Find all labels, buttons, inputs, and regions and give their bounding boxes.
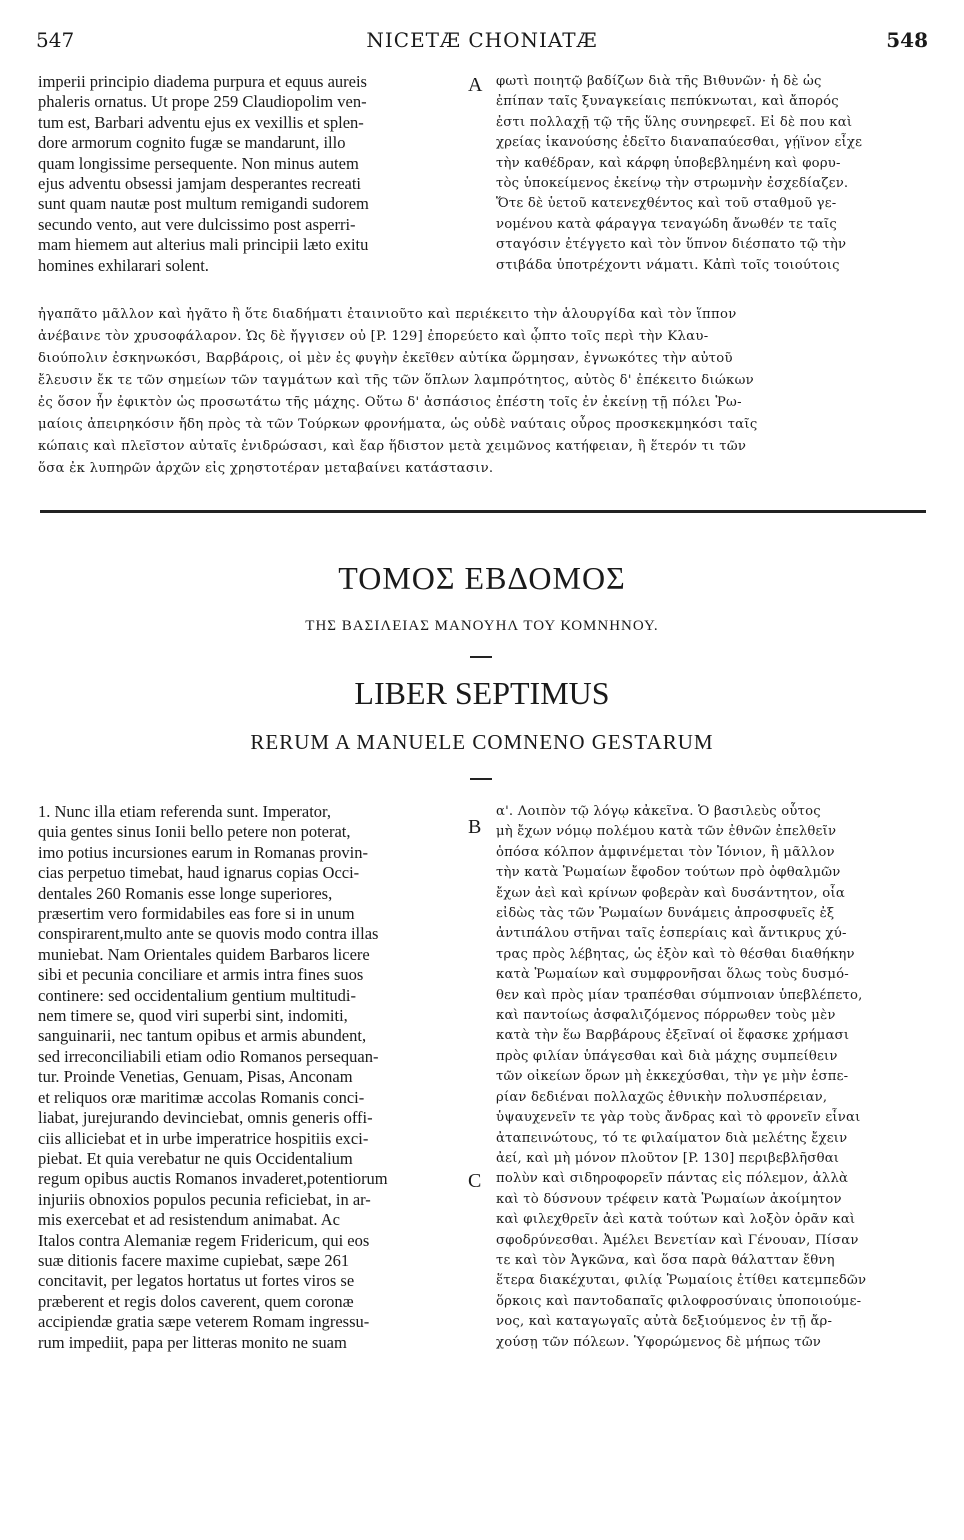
- latin-text-line: ciis alliciebat et in urbe imperatrice hospitiis exci-: [38, 1128, 369, 1148]
- latin-text-line: rum impediit, papa per litteras monito ne suam: [38, 1332, 347, 1352]
- greek-text-line: νομένου κατὰ φάραγγα τεναγώδη ἄνωθέν τε ταῖς: [496, 216, 837, 232]
- greek-text-line: ρίαν δεδιέναι πολλαχῶς ἐθνικὴν πολυσπέρειαν,: [496, 1089, 828, 1105]
- liber-heading: LIBER SEPTIMUS: [354, 675, 610, 711]
- page-number-right: 548: [886, 28, 928, 52]
- greek-text-line: ἀταπεινώτους, τό τε φιλαίματον διὰ μελέτης ἔχειν: [496, 1130, 848, 1146]
- greek-text-line: ὅσα ἐκ λυπηρῶν ἀρχῶν εἰς χρηστοτέραν μεταβαίνει κατάστασιν.: [38, 461, 494, 476]
- latin-text-line: mam hiemem aut alterius mali principii læto exitu: [38, 235, 369, 255]
- latin-text-line: ejus adventu obsessi jamjam desperantes recreati: [38, 174, 362, 194]
- greek-text-line: μὴ ἔχων νόμῳ πολέμου κατὰ τῶν ἐθνῶν ἐπελθεῖν: [496, 824, 837, 840]
- greek-text-line: διούπολιν ἐσκηνωκόσι, Βαρβάροις, οἱ μὲν ἐς φυγὴν ἐκεῖθεν αὐτίκα ὥρμησαν, ἐγνωκότες τὴν αὐτοῦ: [38, 351, 733, 366]
- latin-text-line: sibi et pecunia conciliare et armis intra fines suos: [38, 965, 364, 985]
- bottom-greek-column: [496, 802, 928, 1372]
- short-rule-2: [470, 778, 492, 780]
- margin-letter-b: B: [468, 816, 482, 838]
- latin-text-line: quam longissime persequente. Non minus autem: [38, 153, 359, 173]
- latin-text-line: dentales 260 Romanis esse longe superiores,: [38, 883, 333, 903]
- latin-text-line: imperii principio diadema purpura et equus aureis: [38, 72, 367, 91]
- latin-text-line: phaleris ornatus. Ut prope 259 Claudiopolim ven-: [38, 92, 367, 112]
- latin-text-line: homines exhilarari solent.: [38, 255, 209, 275]
- greek-text-line: πρὸς φιλίαν ὑπάγεσθαι καὶ διὰ μάχης συμπείθειν: [496, 1048, 838, 1064]
- latin-text-line: secundo vento, aut vere dulcissimo post asperri-: [38, 214, 356, 234]
- greek-text-line: ὑψαυχενεῖν τε γὰρ τοὺς ἄνδρας καὶ τὸ φρονεῖν εἶναι: [496, 1110, 861, 1126]
- latin-text-line: tum est, Barbari adventu ejus ex vexillis et splen-: [38, 112, 364, 132]
- latin-subheading: RERUM A MANUELE COMNENO GESTARUM: [250, 730, 714, 754]
- greek-text-line: χρείας ἱκανούσης ἐδεῖτο διαναπαύεσθαι, γῄϊνον εἶχε: [496, 135, 863, 151]
- latin-text-line: sed irreconciliabili etiam odio Romanos persequan-: [38, 1046, 379, 1066]
- latin-text-line: dore armorum cognito fugæ se mandarunt, illo: [38, 133, 346, 153]
- greek-text-line: τε καὶ τὸν Ἀγκῶνα, καὶ ὅσα παρὰ θάλατταν ἔθνη: [496, 1252, 835, 1268]
- greek-text-line: τὴν κατὰ Ῥωμαίων ἔφοδον τούτων πρὸ ὀφθαλμῶν: [496, 865, 841, 881]
- latin-text-line: imo potius incursiones earum in Romanas provin-: [38, 842, 368, 862]
- greek-text-line: χούσῃ τῶν πόλεων. Ὑφορώμενος δὲ μήπως τῶν: [496, 1334, 822, 1350]
- top-greek-column: [496, 72, 928, 302]
- greek-text-line: μαίοις ἀπειρηκόσιν ἤδη πρὸς τὰ τῶν Τούρκων φρονήματα, ὡς οὐδὲ ναύταις οὖρος προσκεκμηκόσι ταῖς: [38, 417, 758, 432]
- greek-text-line: ἀνέβαινε τὸν χρυσοφάλαρον. Ὡς δὲ ἤγγισεν οὐ [P. 129] ἐπορεύετο καὶ ᾧπτο τοῖς περὶ τὴν Κλαυ-: [38, 329, 709, 344]
- greek-text-line: νος, καὶ καταγωγαῖς αὐτὰ δεξιούμενος ἐν τῇ ἄρ-: [496, 1314, 833, 1330]
- greek-text-line: σταγόσιν ἐτέγγετο καὶ τὸν ὕπνον διέσπατο τῷ τὴν: [496, 237, 847, 253]
- latin-text-line: nem timere se, quod viri superbi sint, indomiti,: [38, 1006, 348, 1026]
- margin-letter-c: C: [468, 1170, 482, 1192]
- page-number-left: 547: [36, 28, 75, 52]
- greek-text-line: ἠγαπᾶτο μᾶλλον καὶ ἠγᾶτο ἢ ὅτε διαδήματι ἐταινιοῦτο καὶ περιέκειτο τὴν ἁλουργίδα καὶ τὸν ἵππον: [38, 307, 737, 322]
- latin-text-line: muniebat. Nam Orientales quidem Barbaros licere: [38, 944, 370, 964]
- greek-text-line: φωτὶ ποιητῷ βαδίζων διὰ τῆς Βιθυνῶν· ἡ δὲ ὡς: [496, 74, 822, 89]
- page-header: [36, 28, 928, 58]
- greek-text-line: ἔλευσιν ἔκ τε τῶν σημείων τῶν ταγμάτων καὶ τῆς τῶν ὅπλων λαμπρότητος, αὐτὸς δ' ἐπέκειτο διώκων: [38, 373, 754, 388]
- greek-text-line: κατὰ Ῥωμαίων καὶ συμφρονῆσαι ὅλως τοὺς δυσμό-: [496, 967, 849, 983]
- margin-letter-a: A: [468, 74, 483, 96]
- running-title: NICETÆ CHONIATÆ: [366, 28, 598, 52]
- greek-text-line: ἕτερα διακέχυται, φιλίᾳ Ῥωμαίοις ἐτίθει κατεμπεδῶν: [496, 1273, 867, 1289]
- latin-text-line: sunt quam nautæ post multum remigandi sudorem: [38, 194, 369, 214]
- greek-text-line: ἐπίπαν ταῖς ξυναγκείαις πεπύκνωται, καὶ ἄπορός: [496, 94, 839, 110]
- latin-text-line: præberent et regis dolos caverent, quem coronæ: [38, 1291, 354, 1311]
- latin-text-line: sanguinarii, nec tantum opibus et armis abundent,: [38, 1026, 367, 1046]
- greek-text-line: τὸς ὑποκείμενος ἐκείνῳ τὴν στρωμνὴν ἐσχεδίαζεν.: [496, 176, 849, 192]
- greek-text-line: ὅρκοις καὶ παντοδαπαῖς φιλοφροσύναις ὑποποιούμε-: [496, 1293, 862, 1309]
- greek-text-line: ἀντιπάλου στῆναι ταῖς ἑσπερίαις καὶ ἄντικρυς χύ-: [496, 926, 847, 942]
- greek-text-line: α'. Λοιπὸν τῷ λόγῳ κἀκεῖνα. Ὁ βασιλεὺς οὗτος: [496, 804, 821, 819]
- greek-text-line: τῶν οἰκείων ὅρων μὴ ἐκκεχύσθαι, τὴν γε μὴν ἑσπε-: [496, 1069, 849, 1085]
- greek-text-line: εἰδὼς τὰς τῶν Ῥωμαίων δυνάμεις ἀπροσφυεῖς ἐξ: [496, 906, 835, 922]
- latin-text-line: præsertim vero formidabiles eas fore si in unum: [38, 904, 355, 924]
- greek-text-line: ἀεί, καὶ μὴ μόνον πλοῦτον [P. 130] περιβεβλῆσθαι: [496, 1150, 840, 1166]
- latin-text-line: Italos contra Alemaniæ regem Fridericum, qui eos: [38, 1230, 370, 1250]
- latin-text-line: injuriis obnoxios populos pecunia reficiebat, in ar-: [38, 1189, 371, 1209]
- greek-text-line: ἐστι πολλαχῇ τῷ τῆς ὕλης συνηρεφεῖ. Εἰ δὲ που καὶ: [496, 114, 853, 130]
- latin-text-line: conspirarent,multo ante se quovis modo contra illas: [38, 924, 379, 944]
- greek-text-line: καὶ φιλεχθρεῖν ἀεὶ κατὰ τούτων καὶ λοξὸν ὁρᾶν καὶ: [496, 1212, 856, 1228]
- greek-text-line: καὶ παντοίως ἀσφαλιζόμενος πόρρωθεν τοὺς μὲν: [496, 1008, 836, 1024]
- greek-text-line: πολὺν καὶ σιδηροφορεῖν πάντας εἰς πόλεμον, ἀλλὰ: [496, 1171, 849, 1187]
- latin-text-line: quia gentes sinus Ionii bello petere non poterat,: [38, 822, 351, 842]
- top-greek-full-width: [38, 304, 930, 490]
- greek-text-line: κατὰ τὴν ἕω Βαρβάρους ἐξεῖναί οἱ ἔφασκε χρήμασι: [496, 1028, 850, 1044]
- latin-text-line: et reliquos oræ maritimæ accolas Romanis conci-: [38, 1087, 365, 1107]
- greek-text-line: τὴν καθέδραν, καὶ κάρφη ὑποβεβλημένη καὶ φορυ-: [496, 155, 841, 171]
- greek-text-line: καὶ τὸ δύσνουν τρέφειν κατὰ Ῥωμαίων ἀκοίμητον: [496, 1191, 842, 1207]
- greek-text-line: σφοδρύνεσθαι. Ἀμέλει Βενετίαν καὶ Γένουαν, Πίσαν: [496, 1232, 859, 1248]
- greek-text-line: θεν καὶ πρὸς μίαν τραπέσθαι σύμπνοιαν ὑπεβλέπετο,: [496, 987, 863, 1003]
- section-divider: [40, 510, 926, 513]
- latin-text-line: mis exercebat et ad resistendum animabat. Ac: [38, 1210, 340, 1230]
- latin-text-line: concitavit, per legatos hortatus ut fortes viros se: [38, 1271, 355, 1291]
- latin-text-line: tur. Proinde Venetias, Genuam, Pisas, Anconam: [38, 1067, 353, 1087]
- greek-subheading: ΤΗΣ ΒΑΣΙΛΕΙΑΣ ΜΑΝΟΥΗΛ ΤΟΥ ΚΟΜΝΗΝΟΥ.: [305, 618, 659, 634]
- greek-text-line: ἐς ὅσον ἦν ἐφικτὸν ὡς προσωτάτω τῆς μάχης. Οὕτω δ' ἀσπάσιος ἐπέστη τοῖς ἐν ἐκείνῃ τῇ πόλει Ῥω-: [38, 395, 742, 410]
- latin-text-line: regum opibus auctis Romanos invaderet,potentiorum: [38, 1169, 388, 1189]
- greek-text-line: στιβάδα ὑποτρέχοντι νάματι. Κἀπὶ τοῖς τοιούτοις: [496, 257, 840, 273]
- greek-text-line: ὁπόσα κόλπον ἀμφινέμεται τὸν Ἰόνιον, ἢ μᾶλλον: [496, 844, 835, 860]
- latin-text-line: continere: sed occidentalium gentium multitudi-: [38, 985, 357, 1005]
- greek-text-line: τρας πρὸς λέβητας, ὡς ἐξὸν καὶ τὸ θέσθαι διαθήκην: [496, 946, 855, 962]
- latin-text-line: liabat, jurejurando devinciebat, omnis generis offi-: [38, 1108, 373, 1128]
- latin-text-line: 1. Nunc illa etiam referenda sunt. Imperator,: [38, 802, 332, 821]
- bottom-latin-column: [38, 802, 462, 1372]
- latin-text-line: piebat. Et quia verebatur ne quis Occidentalium: [38, 1148, 353, 1168]
- latin-text-line: cias perpetuo timebat, haud ignarus copias Occi-: [38, 863, 360, 883]
- latin-text-line: accipiendæ gratia sæpe veterem Romam ingressu-: [38, 1312, 370, 1332]
- short-rule-1: [470, 656, 492, 658]
- tomos-heading: ΤΟΜΟΣ ΕΒΔΟΜΟΣ: [338, 560, 626, 596]
- greek-text-line: Ὅτε δὲ ὑετοῦ κατενεχθέντος καὶ τοῦ σταθμοῦ γε-: [496, 196, 837, 212]
- greek-text-line: ἔχων ἀεὶ καὶ κρίνων φοβερὰν καὶ δυσάντητον, οἷα: [496, 885, 845, 901]
- latin-text-line: suæ ditionis facere maxime cupiebat, sæpe 261: [38, 1250, 350, 1270]
- top-latin-column: [38, 72, 462, 302]
- greek-text-line: κώπαις καὶ πλεῖστον αὐταῖς ἐνιδρώσασι, καὶ ἔαρ ἥδιστον μετὰ χειμῶνος κατήφειαν, ἢ ἕτερόν τι τῶν: [38, 439, 747, 454]
